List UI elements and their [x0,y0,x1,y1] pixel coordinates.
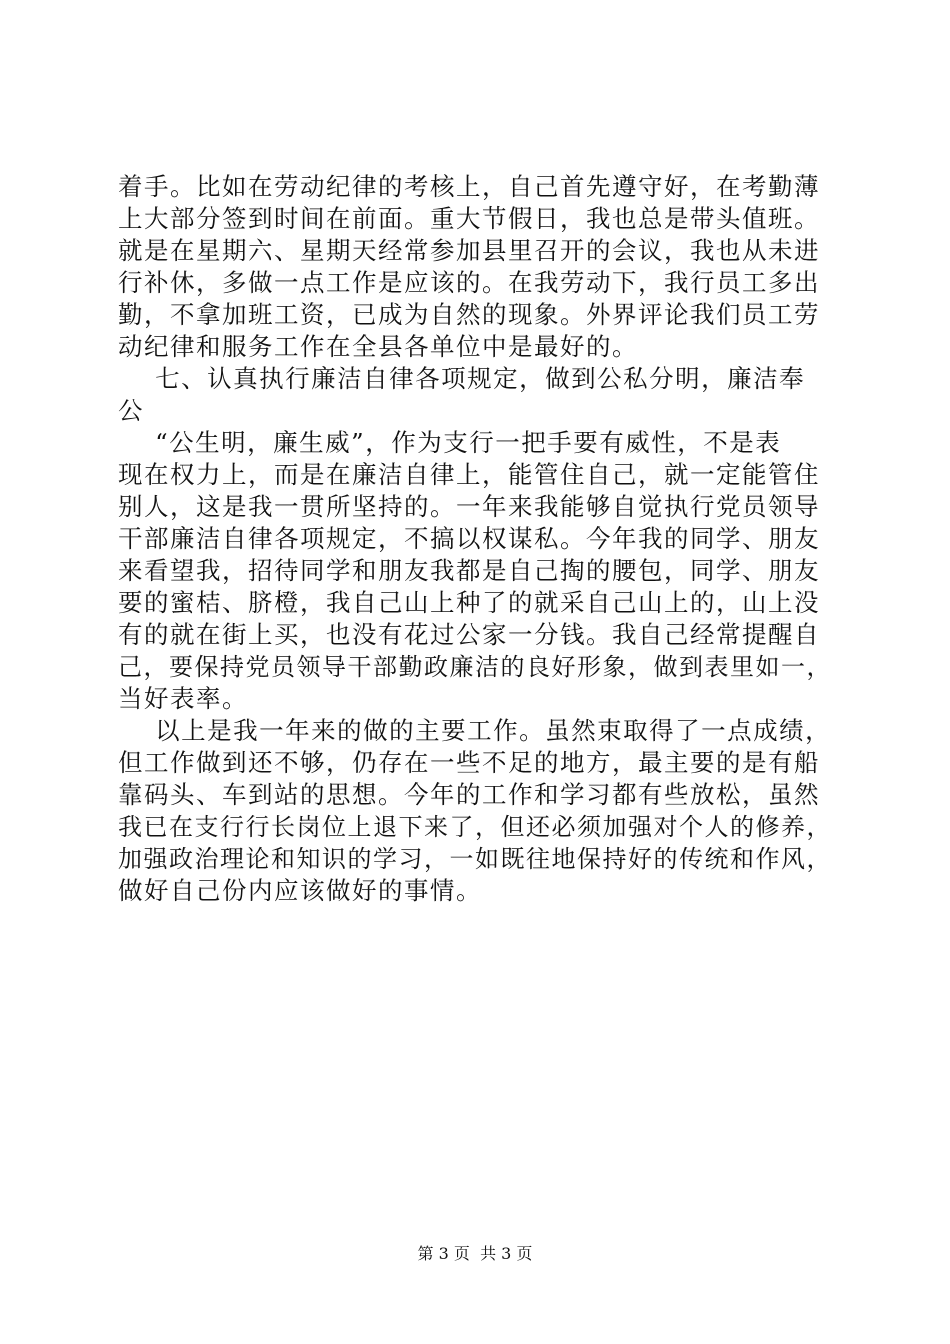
text-line: 以上是我一年来的做的主要工作。虽然束取得了一点成绩， [118,716,832,745]
section-heading-line: 公 [118,396,144,425]
text-line: 要的蜜桔、脐橙，我自己山上种了的就采自己山上的，山上没 [118,588,820,617]
document-body [118,171,838,907]
section-heading-line: 七、认真执行廉洁自律各项规定，做到公私分明，廉洁奉 [118,364,806,393]
text-line: 现在权力上，而是在廉洁自律上，能管住自己，就一定能管住 [118,460,820,489]
text-line: 靠码头、车到站的思想。今年的工作和学习都有些放松，虽然 [118,780,820,809]
text-line: 行补休，多做一点工作是应该的。在我劳动下，我行员工多出 [118,268,820,297]
text-line: 但工作做到还不够，仍存在一些不足的地方，最主要的是有船 [118,748,820,777]
text-line: 加强政治理论和知识的学习，一如既往地保持好的传统和作风， [118,845,832,873]
text-line: 有的就在街上买，也没有花过公家一分钱。我自己经常提醒自 [118,620,820,649]
text-line: 干部廉洁自律各项规定，不搞以权谋私。今年我的同学、朋友 [118,524,820,553]
text-line: 做好自己份内应该做好的事情。 [118,876,482,905]
text-line: 别人，这是我一贯所坚持的。一年来我能够自觉执行党员领导 [118,492,820,521]
text-line: 动纪律和服务工作在全县各单位中是最好的。 [118,332,638,361]
text-line: “公生明，廉生威”，作为支行一把手要有威性，不是表 [118,428,782,457]
text-line: 勤，不拿加班工资，已成为自然的现象。外界评论我们员工劳 [118,300,820,329]
text-line: 上大部分签到时间在前面。重大节假日，我也总是带头值班。 [118,204,820,233]
text-line: 我已在支行行长岗位上退下来了，但还必须加强对个人的修养， [118,813,832,841]
text-line: 当好表率。 [118,684,248,713]
text-line: 就是在星期六、星期天经常参加县里召开的会议，我也从未进 [118,236,820,265]
text-line: 来看望我，招待同学和朋友我都是自己掏的腰包，同学、朋友 [118,556,820,585]
page-footer [0,1244,950,1264]
text-line: 己，要保持党员领导干部勤政廉洁的良好形象，做到表里如一， [118,653,832,681]
text-line: 着手。比如在劳动纪律的考核上，自己首先遵守好，在考勤薄 [118,172,820,201]
page-number: 第 3 页 共 3 页 [417,1244,533,1263]
